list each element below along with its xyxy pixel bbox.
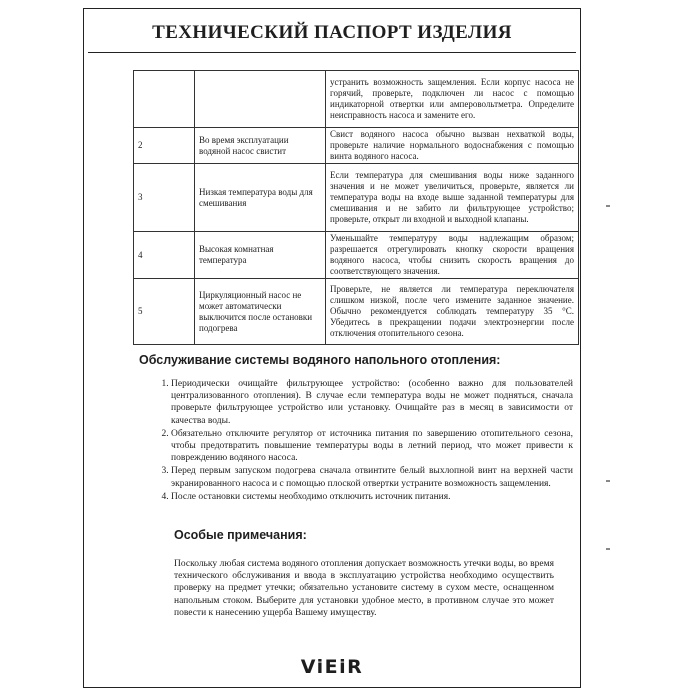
table-row <box>134 279 579 345</box>
row-number: 2 <box>134 128 195 164</box>
row-number <box>134 71 195 128</box>
list-item: 3. Перед первым запуском подогрева сначала отвинтите белый выхлопной винт на верхней части экранированного насоса и с помощью плоской отвертки устраните возможность защемления. <box>171 465 573 489</box>
row-number: 5 <box>134 279 195 345</box>
troubleshooting-table <box>133 70 579 345</box>
notes-paragraph: Поскольку любая система водяного отопления допускает возможность утечки воды, во время технического обслуживания и ввода в эксплуатацию устройства необходимо осуществить проверку на предмет утечки; обязательно установите систему в сухом месте, оснащенном напольным стоком. Выберите для установки удобное место, в противном случае это может повести к нанесению ущерба Вашему имуществу. <box>174 559 554 618</box>
page-title: ТЕХНИЧЕСКИЙ ПАСПОРТ ИЗДЕЛИЯ <box>152 22 512 43</box>
row-symptom: Низкая температура воды для смешивания <box>195 164 326 232</box>
scan-mark <box>606 205 610 207</box>
row-number: 3 <box>134 164 195 232</box>
notes-heading: Особые примечания: <box>174 528 307 542</box>
title-rule <box>88 52 576 53</box>
row-remedy: устранить возможность защемления. Если корпус насоса не горячий, проверьте, подключен ли насос с помощью индикаторной отвертки или амперовольтметра. Определите неисправность насоса и замените его. <box>326 71 579 128</box>
table-row <box>134 71 579 128</box>
list-item: 2. Обязательно отключите регулятор от источника питания по завершению отопительного сезона, чтобы предотвратить повышение температуры воды в летний период, что может привести к повреждению водяного насоса. <box>171 428 573 465</box>
list-item: 4. После остановки системы необходимо отключить источник питания. <box>171 491 573 503</box>
row-symptom <box>195 71 326 128</box>
row-symptom: Циркуляционный насос не может автоматически выключится после остановки подогрева <box>195 279 326 345</box>
row-symptom: Высокая комнатная температура <box>195 232 326 279</box>
scan-mark <box>606 480 610 482</box>
brand-logo: ViEiR <box>300 656 364 678</box>
row-number: 4 <box>134 232 195 279</box>
row-remedy: Проверьте, не является ли температура переключателя слишком низкой, после чего измените заданное значение. Обычно рекомендуется соблюдать температуру 35 °С. Убедитесь в прекращении подачи электроэнергии после отключения отопительного сезона. <box>326 279 579 345</box>
maintenance-heading: Обслуживание системы водяного напольного отопления: <box>139 353 501 367</box>
table-row <box>134 232 579 279</box>
list-item: 1. Периодически очищайте фильтрующее устройство: (особенно важно для пользователей централизованного отопления). В случае если температура воды не может подняться, сначала проверьте фильтрующее устройство или установку. Очищайте раз в месяц в зависимости от качества воды. <box>171 378 573 427</box>
row-symptom: Во время эксплуатации водяной насос свистит <box>195 128 326 164</box>
row-remedy: Свист водяного насоса обычно вызван нехваткой воды, проверьте наличие нормального водоснабжения с помощью винта водяного насоса. <box>326 128 579 164</box>
table-row <box>134 164 579 232</box>
row-remedy: Если температура для смешивания воды ниже заданного значения и не может увеличиться, проверьте, является ли температура воды на входе выше заданной температуры для смешивания и не забито ли фильтрующее устройство; проверьте, открыт ли входной и выходной клапаны. <box>326 164 579 232</box>
maintenance-list <box>155 378 573 504</box>
table-row <box>134 128 579 164</box>
row-remedy: Уменьшайте температуру воды надлежащим образом; разрешается отрегулировать кнопку скорости вращения водяного насоса, чтобы снизить скорость вращения до соответствующего значения. <box>326 232 579 279</box>
scan-mark <box>606 548 610 550</box>
